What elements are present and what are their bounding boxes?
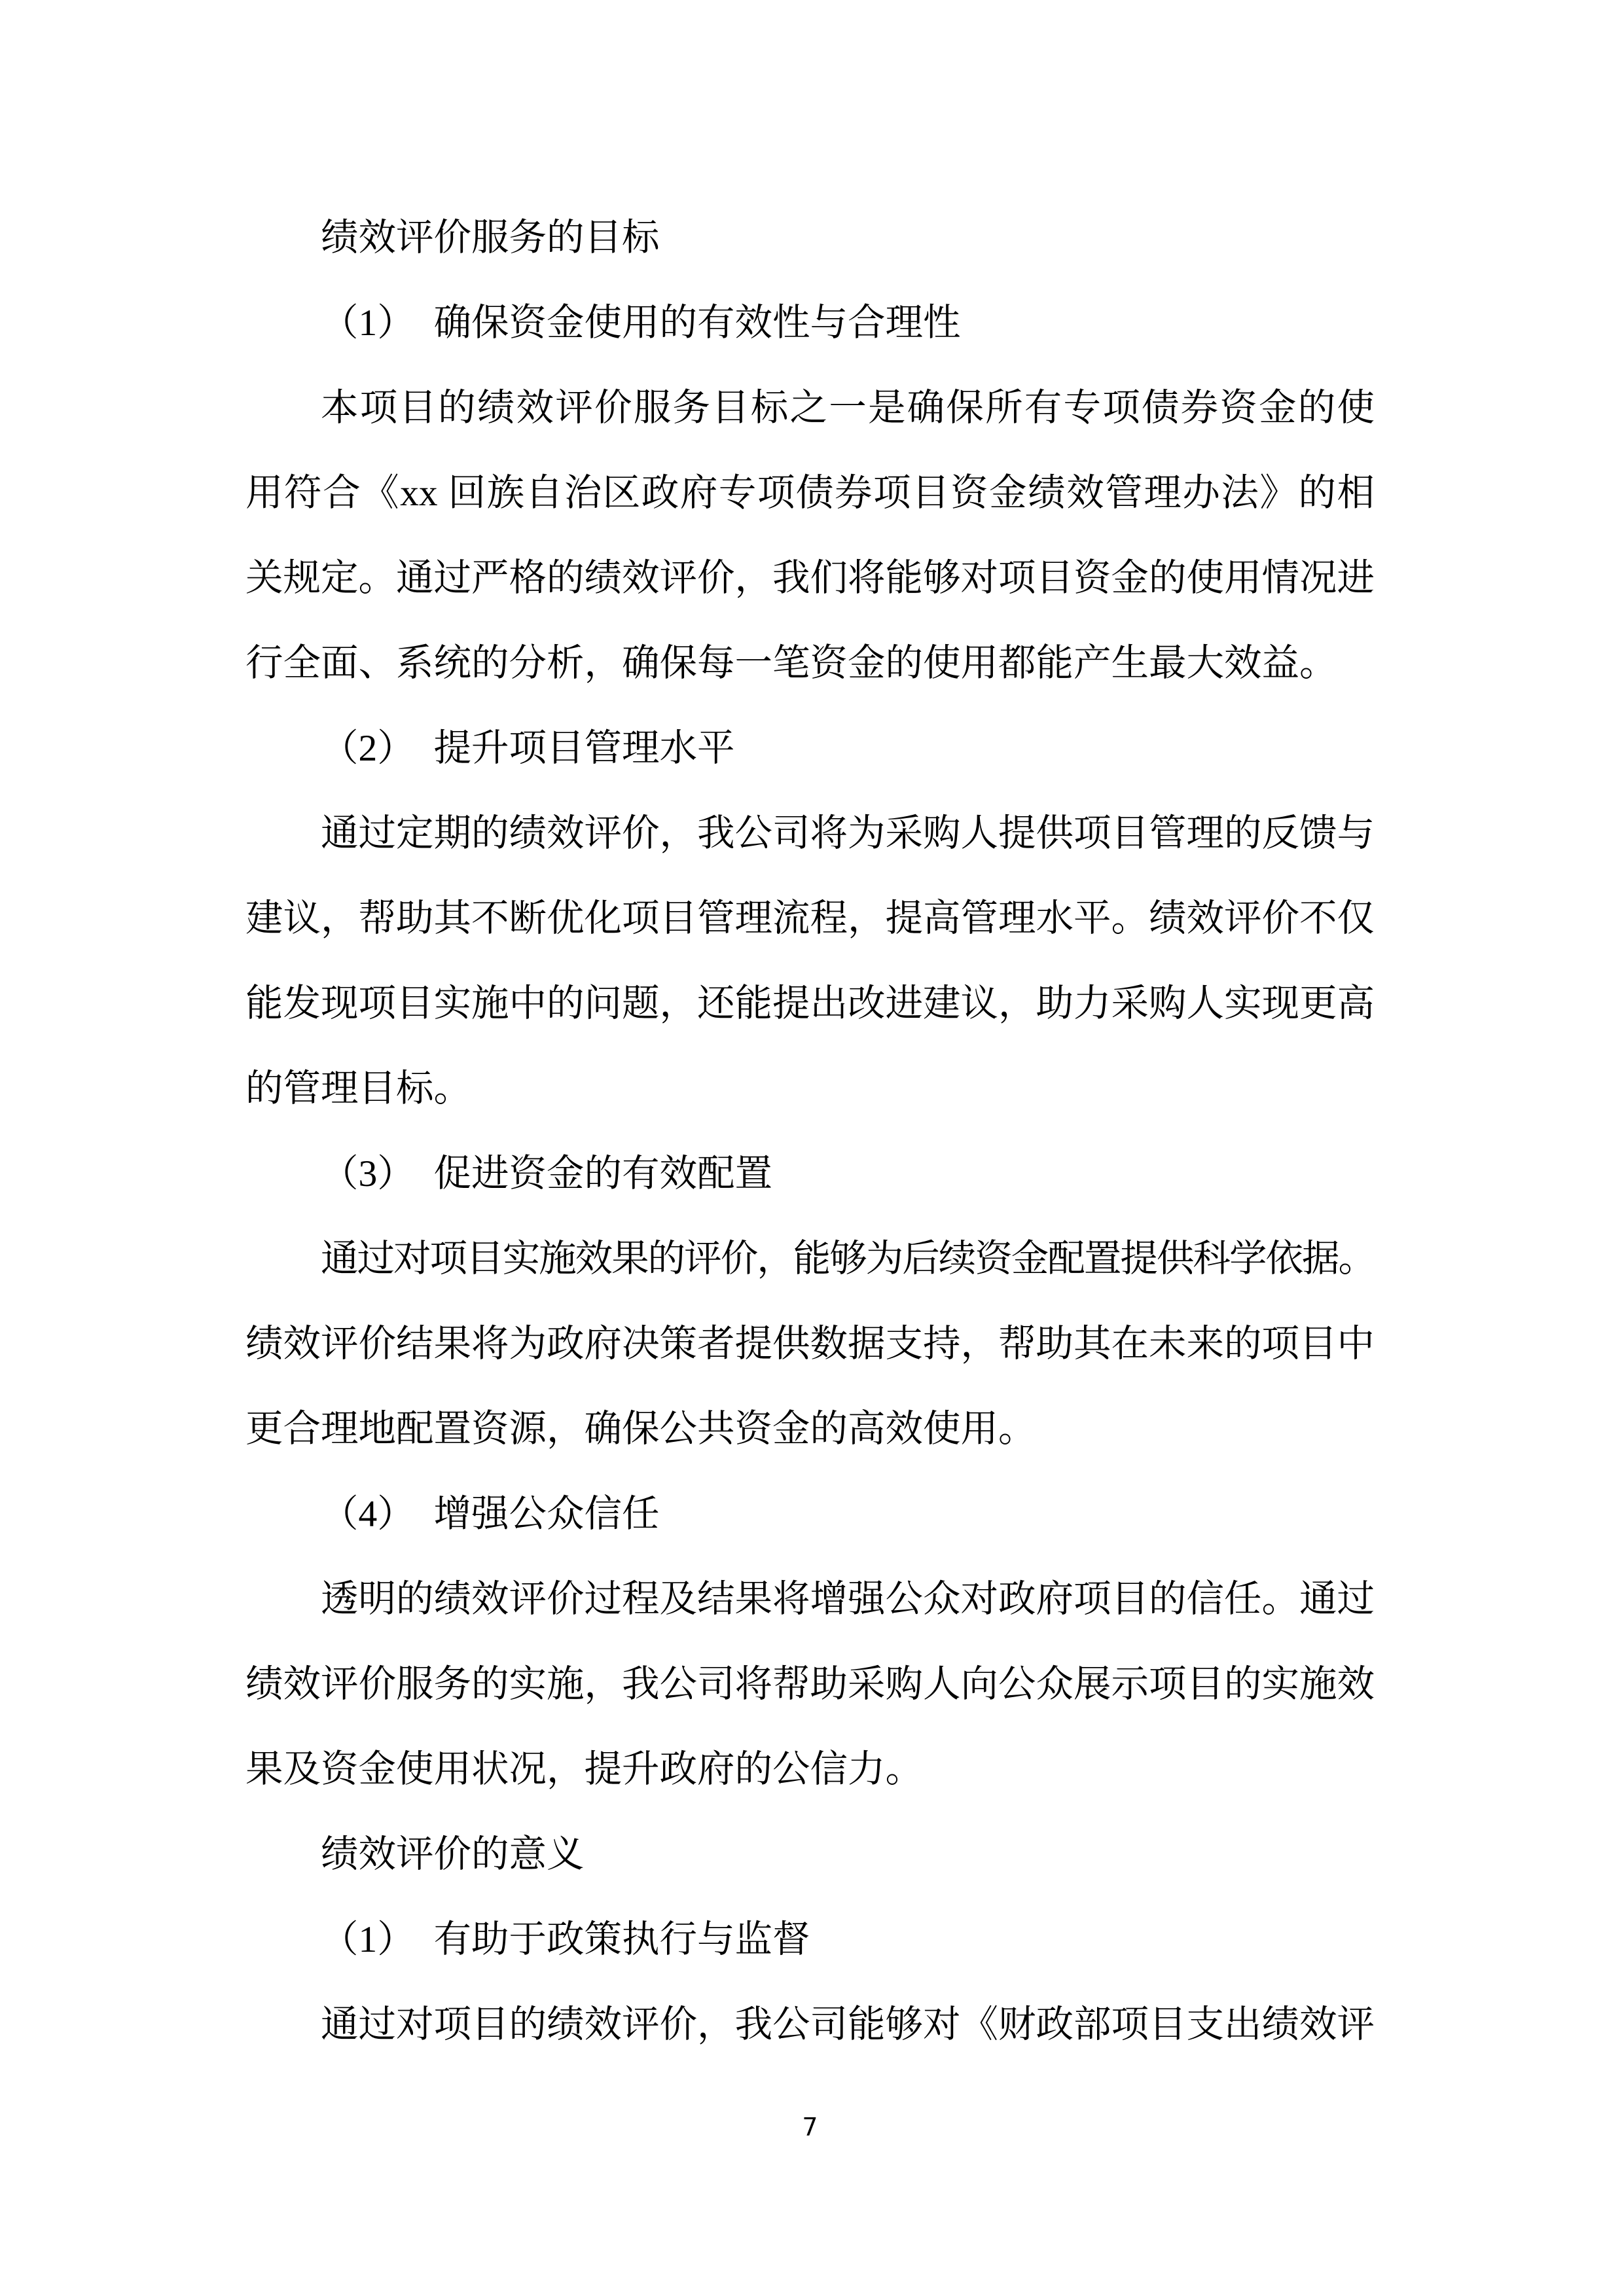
text-line: 绩效评价结果将为政府决策者提供数据支持，帮助其在未来的项目中	[245, 1323, 1375, 1365]
text-line: 建议，帮助其不断优化项目管理流程，提高管理水平。绩效评价不仅	[245, 898, 1375, 939]
text-line: 绩效评价服务的目标	[321, 217, 660, 259]
text-line: （1） 有助于政策执行与监督	[321, 1919, 810, 1960]
text-line: 绩效评价服务的实施，我公司将帮助采购人向公众展示项目的实施效	[245, 1664, 1375, 1705]
para-goal-3-body	[245, 1217, 1375, 1472]
text-line: 用符合《xx 回族自治区政府专项债券项目资金绩效管理办法》的相	[245, 473, 1375, 514]
text-line: 透明的绩效评价过程及结果将增强公众对政府项目的信任。通过	[321, 1579, 1375, 1620]
text-line: 更合理地配置资源，确保公共资金的高效使用。	[245, 1408, 1036, 1450]
text-line: 通过对项目的绩效评价，我公司能够对《财政部项目支出绩效评	[321, 2004, 1375, 2045]
text-line: 的管理目标。	[245, 1068, 471, 1109]
text-line: 通过对项目实施效果的评价，能够为后续资金配置提供科学依据。	[321, 1238, 1375, 1280]
text-line: 果及资金使用状况，提升政府的公信力。	[245, 1749, 923, 1790]
para-goal-2-body	[245, 791, 1375, 1132]
text-line: 行全面、系统的分析，确保每一笔资金的使用都能产生最大效益。	[245, 643, 1337, 684]
section-heading-goals	[245, 196, 1375, 281]
text-line: 绩效评价的意义	[321, 1834, 585, 1875]
page-footer	[245, 2113, 1375, 2142]
text-line: （3） 促进资金的有效配置	[321, 1153, 772, 1194]
item-goal-3-heading	[245, 1132, 1375, 1217]
text-line: 能发现项目实施中的问题，还能提出改进建议，助力采购人实现更高	[245, 983, 1375, 1024]
text-line: 关规定。通过严格的绩效评价，我们将能够对项目资金的使用情况进	[245, 558, 1375, 599]
para-goal-4-body	[245, 1557, 1375, 1812]
page-number: 7	[802, 2113, 818, 2142]
text-line: 通过定期的绩效评价，我公司将为采购人提供项目管理的反馈与	[321, 813, 1375, 854]
item-goal-2-heading	[245, 706, 1375, 791]
item-goal-1-heading	[245, 281, 1375, 366]
text-line: 本项目的绩效评价服务目标之一是确保所有专项债券资金的使	[321, 387, 1375, 429]
item-significance-1-heading	[245, 1897, 1375, 1982]
section-heading-significance	[245, 1812, 1375, 1897]
item-goal-4-heading	[245, 1472, 1375, 1557]
text-line: （2） 提升项目管理水平	[321, 728, 735, 769]
text-line: （1） 确保资金使用的有效性与合理性	[321, 302, 961, 344]
para-goal-1-body	[245, 366, 1375, 706]
para-significance-1-body	[245, 1982, 1375, 2068]
document-body	[245, 196, 1375, 2068]
text-line: （4） 增强公众信任	[321, 1494, 660, 1535]
